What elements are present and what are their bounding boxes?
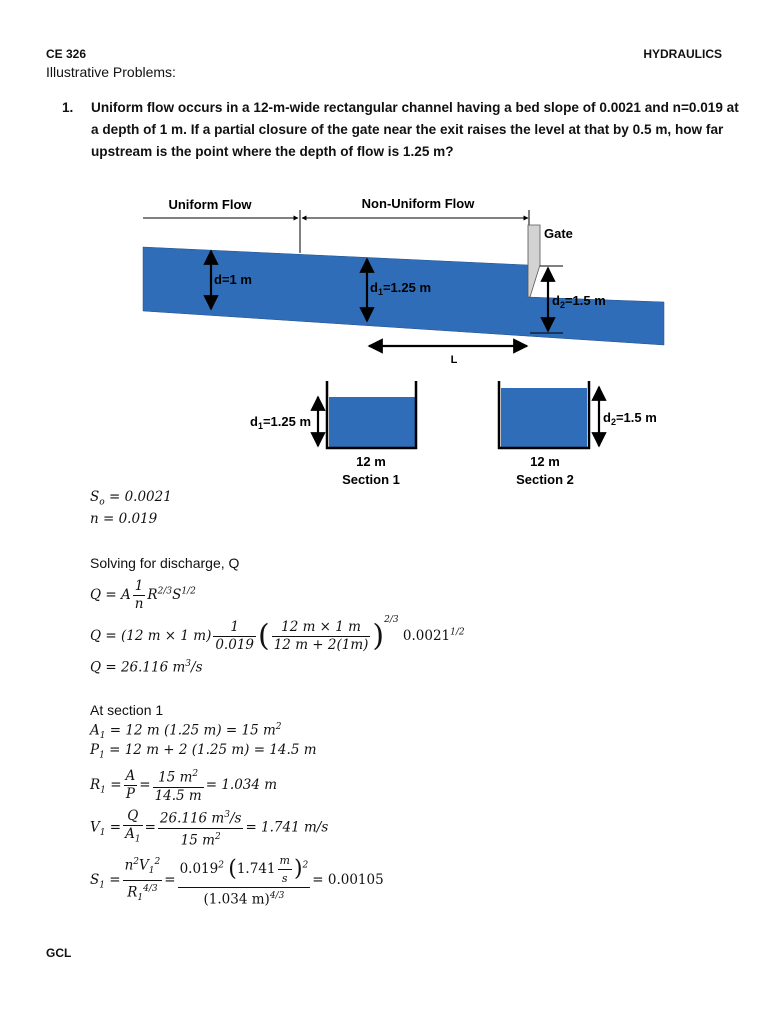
section2-width-label: 12 m: [530, 454, 560, 469]
subject-title: HYDRAULICS: [643, 47, 722, 61]
manning-equation: Q = A $\frac{1}{n}$ $R^{2/3}S^{1/2}$: [90, 578, 196, 612]
section1-width-label: 12 m: [356, 454, 386, 469]
footer-initials: GCL: [46, 946, 72, 960]
problem-number: 1.: [62, 100, 74, 115]
depth-1m-label: d=1 m: [214, 272, 252, 287]
non-uniform-flow-label: Non-Uniform Flow: [361, 196, 475, 211]
velocity-section1: $V_1$ = $\frac{Q}{A_1}$ = $\frac{26.116 m^3/s}{15 m^2}$ = 1.741 m/s: [90, 807, 329, 848]
section1-depth-label: $d_1=1.25$ m: [250, 414, 312, 431]
section1-name-label: Section 1: [342, 472, 400, 487]
energy-slope-section1: $S_1$ = $\frac{n^2V_1^2}{R_1^{4/3}}$ = 0.019$^2$ (1.741 $\frac{m}{s}$ )$^2$ (1.034 m)$^{4/3}$ = 0.00105: [90, 854, 384, 908]
uniform-flow-label: Uniform Flow: [168, 197, 252, 212]
channel-diagram: [0, 185, 768, 495]
course-code: CE 326: [46, 47, 87, 61]
gate-label: Gate: [544, 226, 573, 241]
problem-text: [91, 97, 739, 163]
depth-d1-label: $d_1=1.25$ m: [370, 280, 432, 297]
section2-water: [501, 388, 587, 447]
discharge-heading: Solving for discharge, Q: [90, 555, 240, 571]
section2-name-label: Section 2: [516, 472, 574, 487]
area-section1: $A_1 = 12$ m (1.25 m) = 15 $m^2$: [90, 722, 282, 742]
perimeter-section1: $P_1 = 12$ m + 2 (1.25 m) = 14.5 m: [90, 742, 317, 761]
section1-water: [329, 397, 415, 447]
hydraulic-radius-section1: $R_1$ = $\frac{A}{P}$ = $\frac{15 m^2}{14.5 m}$ = 1.034 m: [90, 767, 278, 804]
discharge-result: Q = 26.116 $m^3/s$: [90, 659, 203, 676]
manning-n-value: n = 0.019: [90, 511, 158, 527]
problem-line-2: a depth of 1 m. If a partial closure of the gate near the exit raises the level at that by 0.5 m, how far: [91, 122, 724, 137]
discharge-substitution: Q = (12 m × 1 m) $\frac{1}{0.019}$ ( $\frac{12 m \times 1 m}{12 m + 2(1m)}$ )$^{2/3}$ $0.0021^{1/2}$: [90, 615, 465, 654]
depth-d2-label: $d_2=1.5$ m: [552, 293, 606, 310]
section-title: Illustrative Problems:: [46, 64, 176, 80]
length-label: L: [450, 354, 458, 366]
problem-line-1: Uniform flow occurs in a 12-m-wide rectangular channel having a bed slope of 0.0021 and n=0.019 at: [91, 100, 739, 115]
problem-line-3: upstream is the point where the depth of flow is 1.25 m?: [91, 144, 454, 159]
section2-depth-label: $d_2=1.5$ m: [603, 410, 657, 427]
bed-slope-value: $S_o = 0.0021$: [90, 489, 172, 508]
section1-heading: At section 1: [90, 702, 164, 718]
gate-icon: [528, 225, 540, 297]
